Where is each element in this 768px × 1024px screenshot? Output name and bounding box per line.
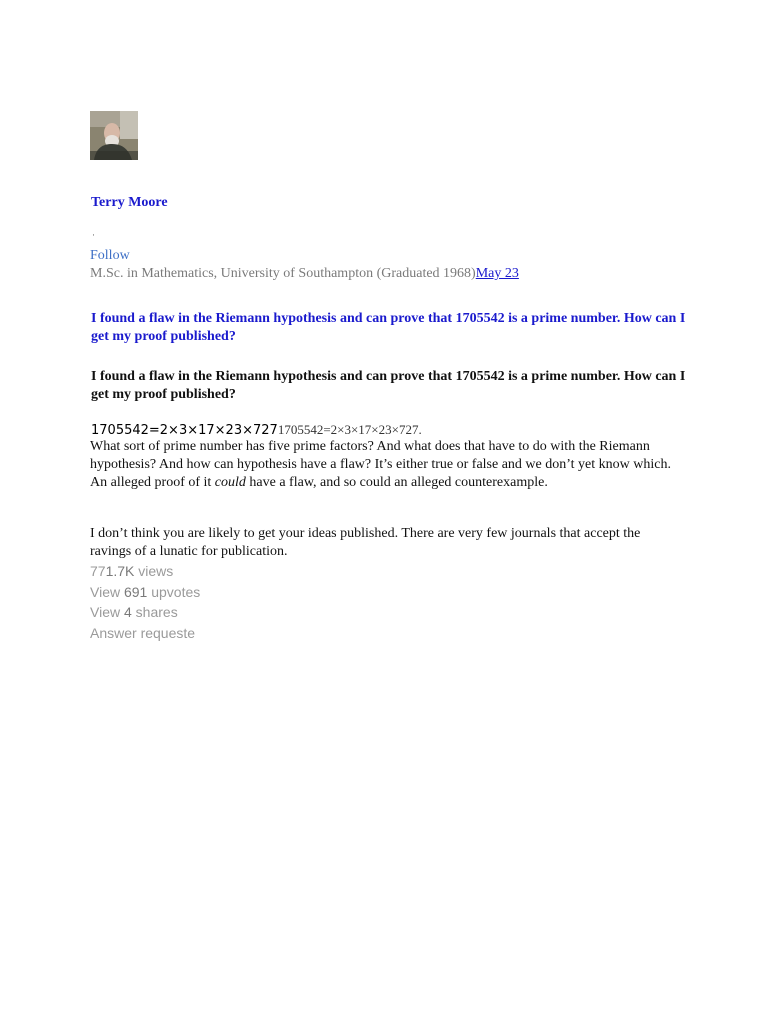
paragraph-1-text-end: have a flaw, and so could an alleged counterexample. [245,475,548,490]
view-shares-link[interactable] [90,604,178,620]
shares-value: 4 [123,604,132,620]
author-credential: M.Sc. in Mathematics, University of Southampton (Graduated 1968) [90,266,476,281]
author-name-link[interactable]: Terry Moore [91,195,168,210]
author-credential-line [90,266,519,282]
question-title-link[interactable]: I found a flaw in the Riemann hypothesis and can prove that 1705542 is a prime number. How can I get my proof published? [91,311,686,344]
follow-button[interactable]: Follow [90,248,130,263]
answer-date-link[interactable]: May 23 [475,266,519,281]
upvotes-prefix: View [90,584,124,600]
upvotes-value: 691 [123,584,148,600]
upvotes-suffix: upvotes [147,584,201,600]
user-photo-icon [90,111,138,160]
answer-paragraph-1 [90,438,680,492]
paragraph-1-emphasis: could [214,475,246,490]
author-avatar[interactable] [90,111,138,160]
views-value: 1.7K [105,563,135,579]
views-prefix: 77 [90,563,106,579]
view-upvotes-link[interactable] [90,584,200,600]
answer-requested-label: Answer requeste [90,625,196,641]
math-rendered: 1705542=2×3×17×23×727 [91,423,278,438]
separator-dot: · [92,230,95,240]
shares-suffix: shares [131,604,178,620]
answer-question-heading: I found a flaw in the Riemann hypothesis and can prove that 1705542 is a prime number. How can I get my proof published? [91,369,686,402]
shares-prefix: View [90,604,124,620]
views-suffix: views [134,563,174,579]
answer-paragraph-2: I don’t think you are likely to get your ideas published. There are very few journals that accept the ravings of a lunatic for publication. [90,526,641,559]
views-count [90,563,173,579]
math-plain-text: 1705542=2×3×17×23×727. [277,422,422,437]
paragraph-1-text-start: What sort of prime number has five prime factors? And what does that have to do with the Riemann hypothesis? And how can hypothesis have a flaw? It’s either true or false and we don’t yet know which. An alleged proof of it [90,439,671,490]
